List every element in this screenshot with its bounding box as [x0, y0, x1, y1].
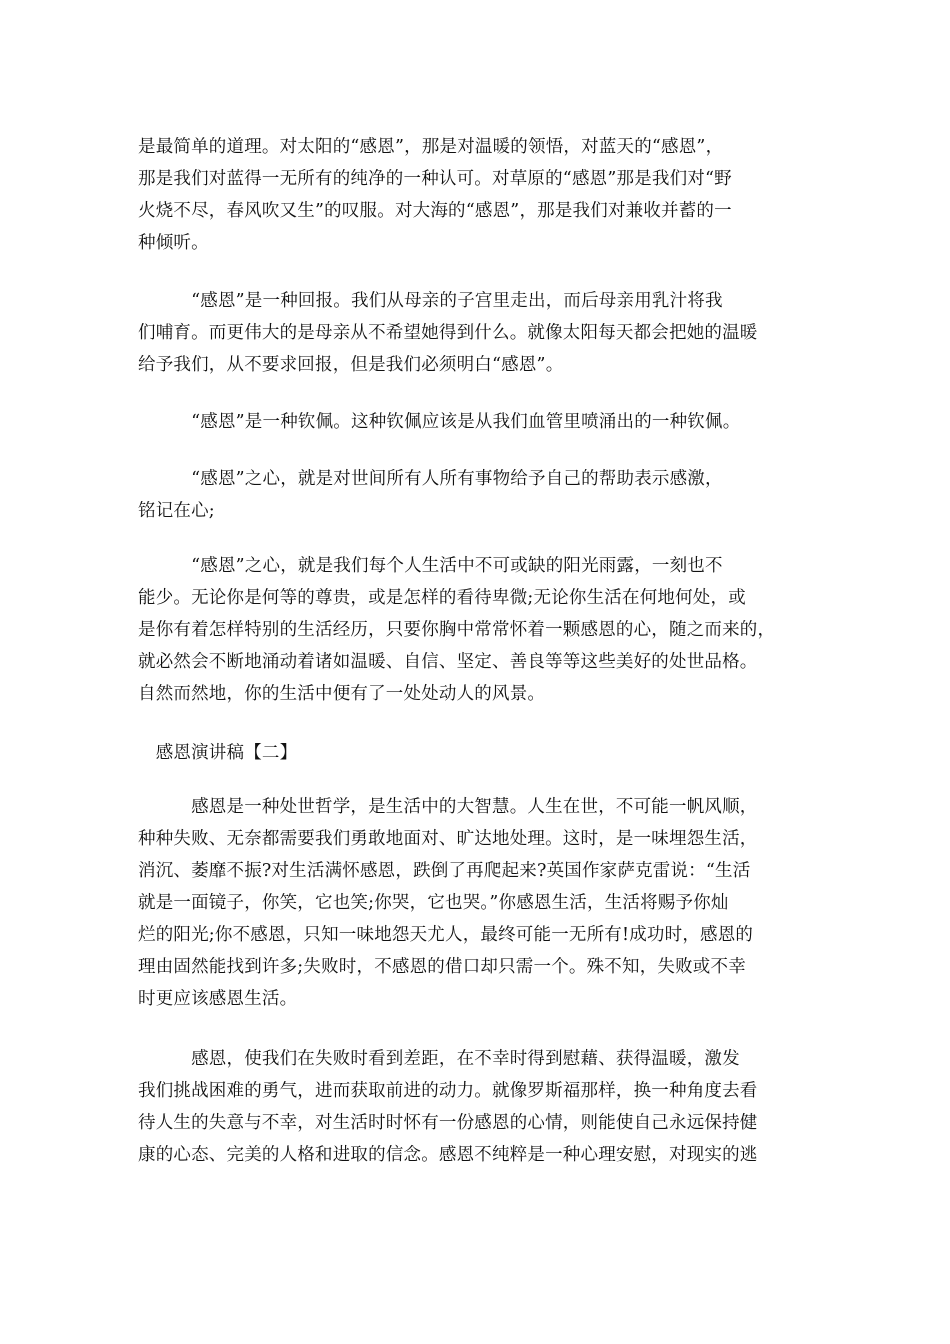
paragraph-3 [138, 406, 818, 438]
paragraph-2 [138, 285, 818, 381]
paragraph-4 [138, 463, 818, 527]
text-line: 那是我们对蓝得一无所有的纯净的一种认可。对草原的“感恩”那是我们对“野 [138, 169, 732, 189]
heading-text: 感恩演讲稿【二】 [138, 743, 298, 763]
text-line: 时更应该感恩生活。 [138, 989, 298, 1009]
text-line: “感恩”是一种钦佩。这种钦佩应该是从我们血管里喷涌出的一种钦佩。 [138, 412, 741, 432]
text-line: 火烧不尽，春风吹又生”的叹服。对大海的“感恩”，那是我们对兼收并蓄的一 [138, 201, 732, 221]
text-line: 就是一面镜子，你笑，它也笑;你哭，它也哭。”你感恩生活，生活将赐予你灿 [138, 893, 729, 913]
text-line: “感恩”之心，就是对世间所有人所有事物给予自己的帮助表示感激， [138, 469, 723, 489]
text-line: 待人生的失意与不幸，对生活时时怀有一份感恩的心情，则能使自己永远保持健 [138, 1113, 758, 1133]
text-line: 们哺育。而更伟大的是母亲从不希望她得到什么。就像太阳每天都会把她的温暖 [138, 323, 758, 343]
text-line: 是最简单的道理。对太阳的“感恩”，那是对温暖的领悟，对蓝天的“感恩”， [138, 137, 724, 157]
paragraph-7 [138, 1043, 818, 1171]
text-line: 是你有着怎样特别的生活经历，只要你胸中常常怀着一颗感恩的心，随之而来的， [138, 620, 776, 640]
text-line: 能少。无论你是何等的尊贵，或是怎样的看待卑微;无论你生活在何地何处，或 [138, 588, 746, 608]
text-line: 就必然会不断地涌动着诸如温暖、自信、坚定、善良等等这些美好的处世品格。 [138, 652, 758, 672]
text-line: 感恩是一种处世哲学，是生活中的大智慧。人生在世，不可能一帆风顺， [138, 797, 758, 817]
text-line: “感恩”是一种回报。我们从母亲的子宫里走出，而后母亲用乳汁将我 [138, 291, 723, 311]
text-line: 感恩，使我们在失败时看到差距，在不幸时得到慰藉、获得温暖，激发 [138, 1049, 740, 1069]
text-line: 给予我们，从不要求回报，但是我们必须明白“感恩”。 [138, 355, 564, 375]
text-line: “感恩”之心，就是我们每个人生活中不可或缺的阳光雨露，一刻也不 [138, 556, 723, 576]
text-line: 种种失败、无奈都需要我们勇敢地面对、旷达地处理。这时，是一味埋怨生活， [138, 829, 758, 849]
paragraph-5 [138, 550, 818, 710]
paragraph-6 [138, 791, 818, 1015]
text-line: 铭记在心; [138, 501, 215, 521]
text-line: 种倾听。 [138, 233, 209, 253]
section-heading [138, 737, 818, 769]
paragraph-1 [138, 131, 818, 259]
text-line: 烂的阳光;你不感恩，只知一味地怨天尤人，最终可能一无所有!成功时，感恩的 [138, 925, 754, 945]
text-line: 理由固然能找到许多;失败时，不感恩的借口却只需一个。殊不知，失败或不幸 [138, 957, 746, 977]
text-line: 自然而然地，你的生活中便有了一处处动人的风景。 [138, 684, 546, 704]
text-line: 消沉、萎靡不振?对生活满怀感恩，跌倒了再爬起来?英国作家萨克雷说：“生活 [138, 861, 751, 881]
text-line: 康的心态、完美的人格和进取的信念。感恩不纯粹是一种心理安慰，对现实的逃 [138, 1145, 758, 1165]
text-line: 我们挑战困难的勇气，进而获取前进的动力。就像罗斯福那样，换一种角度去看 [138, 1081, 758, 1101]
